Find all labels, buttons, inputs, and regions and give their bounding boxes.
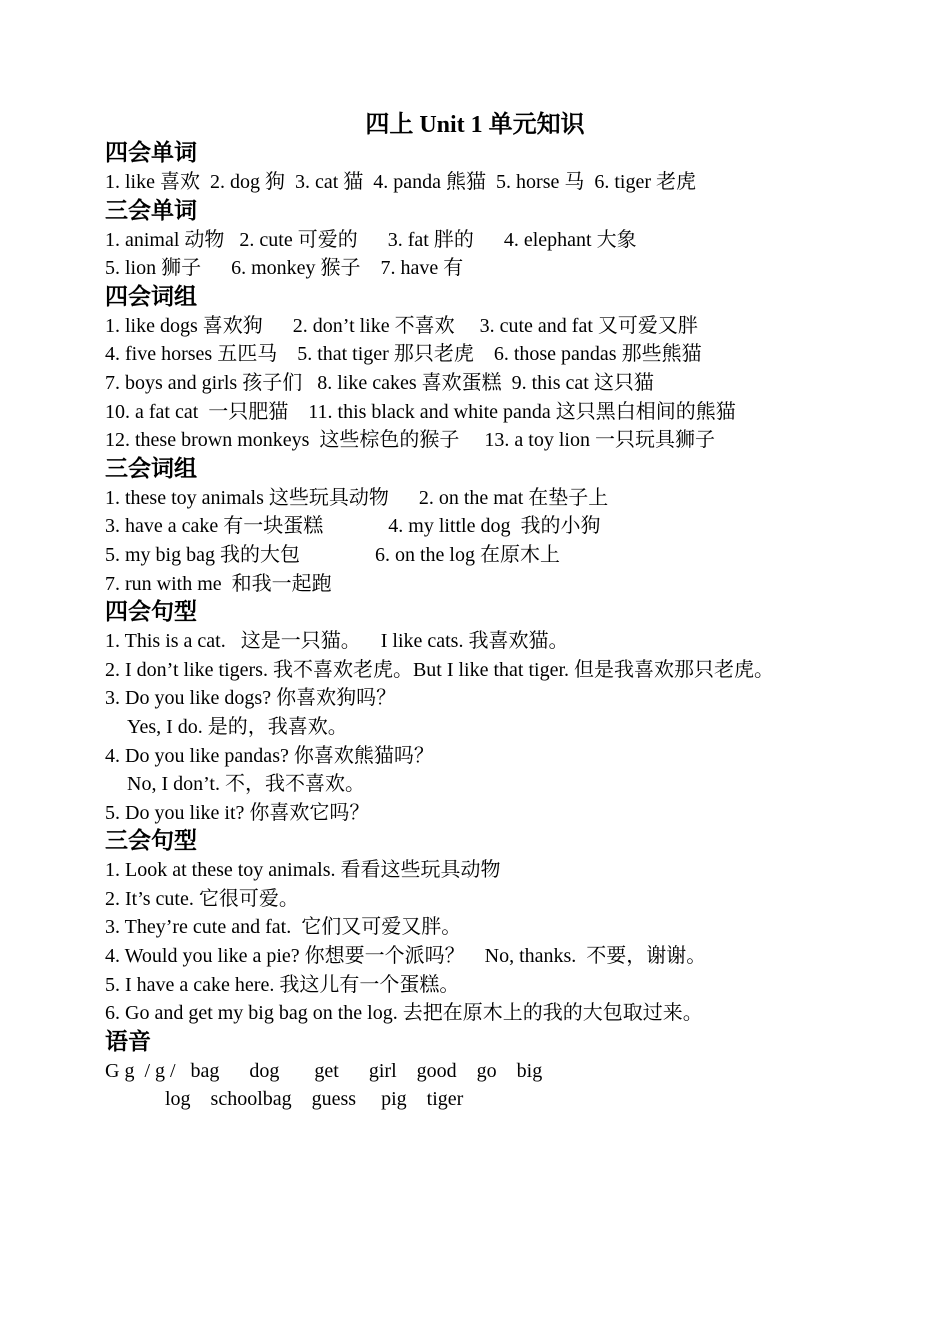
section-three-skill-sentences bbox=[105, 827, 925, 1028]
text-line: 6. Go and get my big bag on the log. 去把在原木上的我的大包取过来。 bbox=[105, 1002, 703, 1025]
document-body bbox=[105, 139, 925, 1114]
phonics-line: G g / g / bag dog get girl good go big bbox=[105, 1059, 543, 1082]
section-heading: 三会词组 bbox=[105, 455, 197, 482]
section-heading: 四会单词 bbox=[105, 140, 197, 166]
section-three-skill-phrases bbox=[105, 455, 925, 598]
text-line: 10. a fat cat 一只肥猫 11. this black and white panda 这只黑白相间的熊猫 bbox=[105, 400, 736, 423]
text-line: 1. This is a cat. 这是一只猫。 I like cats. 我喜欢猫。 bbox=[105, 630, 569, 653]
section-heading: 三会句型 bbox=[105, 828, 197, 855]
text-line: 2. I don’t like tigers. 我不喜欢老虎。But I like that tiger. 但是我喜欢那只老虎。 bbox=[105, 658, 775, 681]
text-line: 3. have a cake 有一块蛋糕 4. my little dog 我的小狗 bbox=[105, 515, 601, 538]
text-line: 2. It’s cute. 它很可爱。 bbox=[105, 887, 299, 910]
text-line: 4. five horses 五匹马 5. that tiger 那只老虎 6. those pandas 那些熊猫 bbox=[105, 343, 702, 366]
section-heading: 四会句型 bbox=[105, 599, 197, 626]
text-line: 12. these brown monkeys 这些棕色的猴子 13. a toy lion 一只玩具狮子 bbox=[105, 429, 715, 452]
text-line: 1. Look at these toy animals. 看看这些玩具动物 bbox=[105, 859, 501, 882]
section-heading: 三会单词 bbox=[105, 197, 197, 224]
section-four-skill-phrases bbox=[105, 283, 925, 455]
text-line: 1. like dogs 喜欢狗 2. don’t like 不喜欢 3. cute and fat 又可爱又胖 bbox=[105, 314, 698, 337]
text-line: 3. They’re cute and fat. 它们又可爱又胖。 bbox=[105, 916, 462, 939]
text-line: 7. boys and girls 孩子们 8. like cakes 喜欢蛋糕 9. this cat 这只猫 bbox=[105, 371, 654, 394]
page-title: 四上 Unit 1 单元知识 bbox=[365, 112, 585, 138]
answer-line: No, I don’t. 不，我不喜欢。 bbox=[127, 773, 365, 796]
text-line: 5. my big bag 我的大包 6. on the log 在原木上 bbox=[105, 543, 560, 566]
text-line: 1. these toy animals 这些玩具动物 2. on the mat 在垫子上 bbox=[105, 486, 609, 509]
section-four-skill-words bbox=[105, 139, 925, 197]
section-heading: 四会词组 bbox=[105, 283, 197, 310]
text-line: 1. like 喜欢 2. dog 狗 3. cat 猫 4. panda 熊猫 5. horse 马 6. tiger 老虎 bbox=[105, 171, 697, 193]
text-line: 4. Do you like pandas? 你喜欢熊猫吗？ bbox=[105, 744, 434, 767]
section-four-skill-sentences bbox=[105, 598, 925, 827]
section-three-skill-words bbox=[105, 197, 925, 283]
answer-line: Yes, I do. 是的，我喜欢。 bbox=[127, 715, 348, 738]
section-phonics bbox=[105, 1028, 925, 1114]
text-line: 7. run with me 和我一起跑 bbox=[105, 572, 332, 595]
text-line: 5. lion 狮子 6. monkey 猴子 7. have 有 bbox=[105, 257, 464, 280]
text-line: 5. I have a cake here. 我这儿有一个蛋糕。 bbox=[105, 973, 460, 996]
text-line: 1. animal 动物 2. cute 可爱的 3. fat 胖的 4. elephant 大象 bbox=[105, 228, 637, 251]
text-line: 3. Do you like dogs? 你喜欢狗吗？ bbox=[105, 687, 397, 710]
text-line: 4. Would you like a pie? 你想要一个派吗？ No, thanks. 不要，谢谢。 bbox=[105, 945, 707, 968]
phonics-line: log schoolbag guess pig tiger bbox=[165, 1088, 464, 1111]
text-line: 5. Do you like it? 你喜欢它吗？ bbox=[105, 801, 370, 824]
section-heading: 语音 bbox=[105, 1028, 151, 1055]
